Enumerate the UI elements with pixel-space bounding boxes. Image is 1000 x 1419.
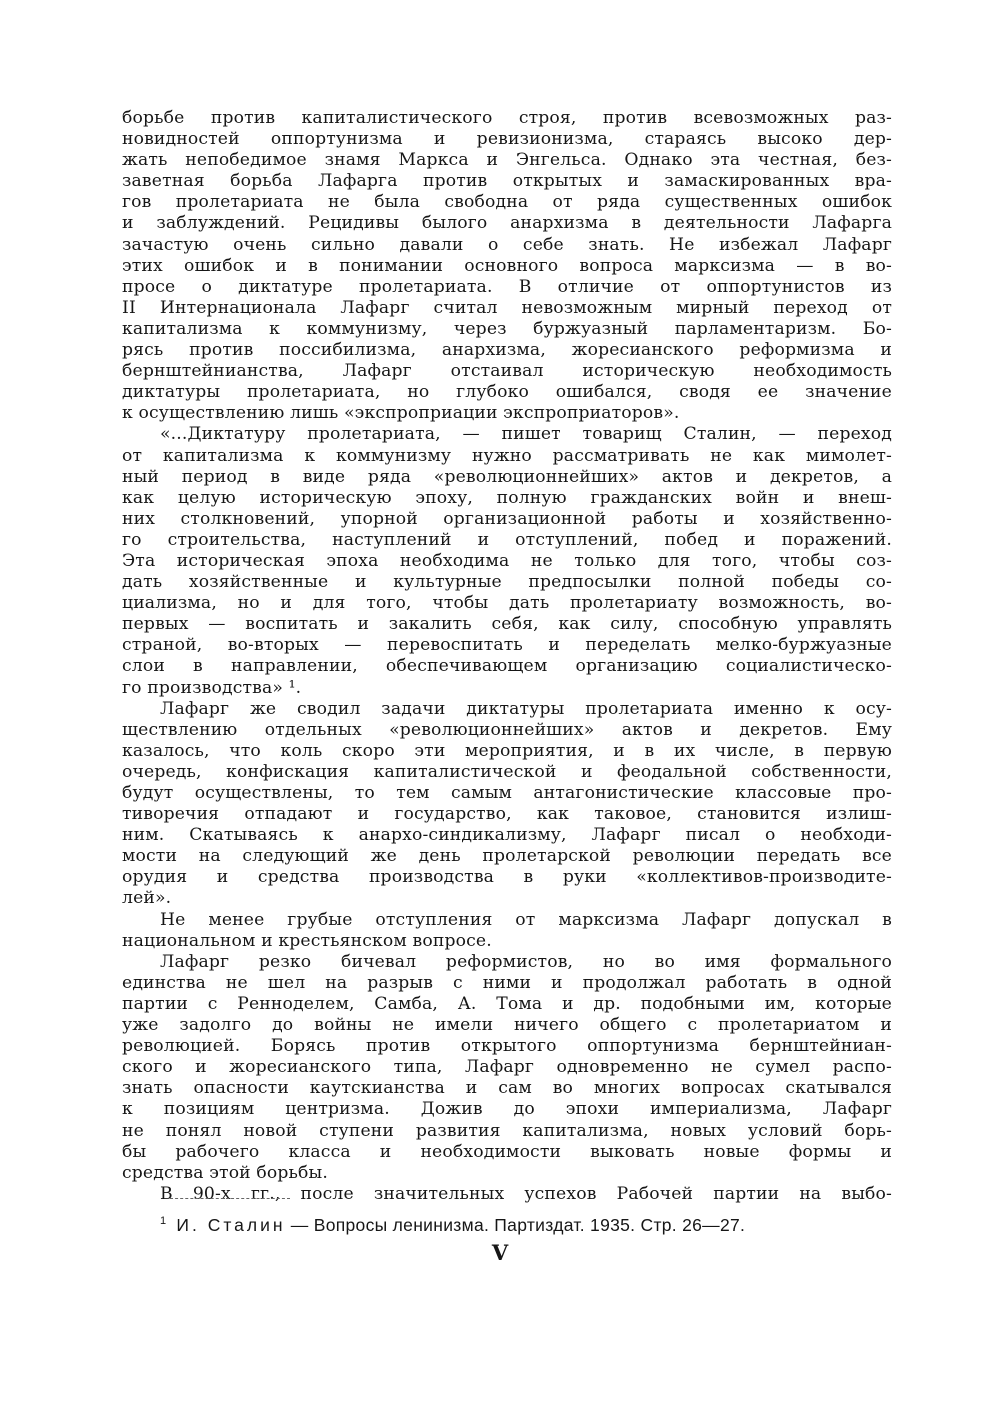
text-line: мости на следующий же день пролетарской революции передать все xyxy=(122,846,892,867)
text-line: бы рабочего класса и необходимости выковать новые формы и xyxy=(122,1141,892,1162)
footnote-mark: 1 xyxy=(160,1215,167,1227)
text-line: лей». xyxy=(122,888,172,909)
quote-line: «...Диктатуру пролетариата, — пишет товарищ Сталин, — переход xyxy=(160,424,892,445)
text-line: капитализма к коммунизму, через буржуазный парламентаризм. Бо- xyxy=(122,318,892,339)
quote-line: ный период в виде ряда «революционнейших» актов и декретов, а xyxy=(122,466,892,487)
quote-line: го производства» ¹. xyxy=(122,677,302,698)
text-line: Лафарг резко бичевал реформистов, но во имя формального xyxy=(160,951,892,972)
footnote xyxy=(160,1210,890,1236)
footnote-dash: — xyxy=(290,1214,309,1235)
text-line: заветная борьба Лафарга против открытых и замаскированных вра- xyxy=(122,171,892,192)
text-line: жать непобедимое знамя Маркса и Энгельса. Однако эта честная, без- xyxy=(122,150,892,171)
quote-line: них столкновений, упорной организационной работы и хозяйственно- xyxy=(122,508,892,529)
text-line: будут осуществлены, то тем самым антагонистические классовые про- xyxy=(122,783,892,803)
text-line: В 90-х гг., после значительных успехов Рабочей партии на выбо- xyxy=(160,1183,892,1204)
text-line: бернштейнианства, Лафарг отстаивал историческую необходимость xyxy=(122,361,892,382)
text-line: знать опасности каутскианства и сам во многих вопросах скатывался xyxy=(122,1078,892,1099)
footnote-text: Вопросы ленинизма. Партиздат. 1935. Стр. 26—27. xyxy=(313,1214,746,1235)
quote-line: циализма, но и для того, чтобы дать пролетариату возможность, во- xyxy=(122,593,892,614)
text-line: и заблуждений. Рецидивы былого анархизма в деятельности Лафарга xyxy=(122,213,892,234)
text-line: к осуществлению лишь «экспроприации экспроприаторов». xyxy=(122,403,680,424)
text-line: Не менее грубые отступления от марксизма Лафарг допускал в xyxy=(160,909,892,930)
text-line: ского и жоресианского типа, Лафарг одновременно не сумел распо- xyxy=(122,1057,892,1078)
text-line: национальном и крестьянском вопросе. xyxy=(122,930,492,951)
text-line: просе о диктатуре пролетариата. В отличие от оппортунистов из xyxy=(122,276,892,297)
text-line: диктатуры пролетариата, но глубоко ошибался, сводя ее значение xyxy=(122,382,892,403)
text-line: революцией. Борясь против открытого оппортунизма бернштейниан- xyxy=(122,1036,892,1057)
body-text xyxy=(122,108,892,1205)
text-line: единства не шел на разрыв с ними и продолжал работать в одной xyxy=(122,972,892,993)
text-line: казалось, что коль скоро эти мероприятия, и в их числе, в первую xyxy=(122,740,892,761)
page-number: V xyxy=(491,1240,509,1265)
footnote-divider xyxy=(170,1198,290,1199)
quote-line: Эта историческая эпоха необходима не только для того, чтобы соз- xyxy=(122,550,892,571)
quote-line: страной, во-вторых — перевоспитать и переделать мелко-буржуазные xyxy=(122,635,892,656)
text-line: II Интернационала Лафарг считал невозможным мирный переход от xyxy=(122,297,892,318)
text-line: борьбе против капиталистического строя, против всевозможных раз- xyxy=(122,108,892,128)
text-line: этих ошибок и в понимании основного вопроса марксизма — в во- xyxy=(122,255,892,276)
text-line: тиворечия отпадают и государство, как таковое, становится излиш- xyxy=(122,804,892,825)
footnote-author: И. Сталин xyxy=(176,1214,286,1235)
text-line: средства этой борьбы. xyxy=(122,1162,329,1183)
quote-line: первых — воспитать и закалить себя, как силу, способную управлять xyxy=(122,614,892,635)
quote-line: слои в направлении, обеспечивающем организацию социалистическо- xyxy=(122,656,892,677)
text-line: не понял новой ступени развития капитализма, новых условий борь- xyxy=(122,1120,892,1141)
text-line: партии с Ренноделем, Самба, А. Тома и др. подобными им, которые xyxy=(122,993,892,1014)
quote-line: го строительства, наступлений и отступлений, побед и поражений. xyxy=(122,529,892,550)
text-line: орудия и средства производства в руки «коллективов-производите- xyxy=(122,867,892,888)
text-line: Лафарг же сводил задачи диктатуры пролетариата именно к осу- xyxy=(160,698,892,719)
quote-line: как целую историческую эпоху, полную гражданских войн и внеш- xyxy=(122,487,892,508)
text-line: к позициям центризма. Дожив до эпохи империализма, Лафарг xyxy=(122,1099,892,1120)
text-line: ществлению отдельных «революционнейших» актов и декретов. Ему xyxy=(122,719,892,740)
quote-line: от капитализма к коммунизму нужно рассматривать не как мимолет- xyxy=(122,445,892,466)
text-line: рясь против поссибилизма, анархизма, жоресианского реформизма и xyxy=(122,340,892,361)
text-line: уже задолго до войны не имели ничего общего с пролетариатом и xyxy=(122,1015,892,1036)
text-line: гов пролетариата не была свободна от ряда существенных ошибок xyxy=(122,192,892,213)
text-line: новидностей оппортунизма и ревизионизма, стараясь высоко дер- xyxy=(122,129,892,150)
text-line: зачастую очень сильно давали о себе знать. Не избежал Лафарг xyxy=(122,234,892,255)
text-line: ним. Скатываясь к анархо-синдикализму, Лафарг писал о необходи- xyxy=(122,825,892,846)
quote-line: дать хозяйственные и культурные предпосылки полной победы со- xyxy=(122,572,892,593)
text-line: очередь, конфискация капиталистической и феодальной собственности, xyxy=(122,761,892,782)
